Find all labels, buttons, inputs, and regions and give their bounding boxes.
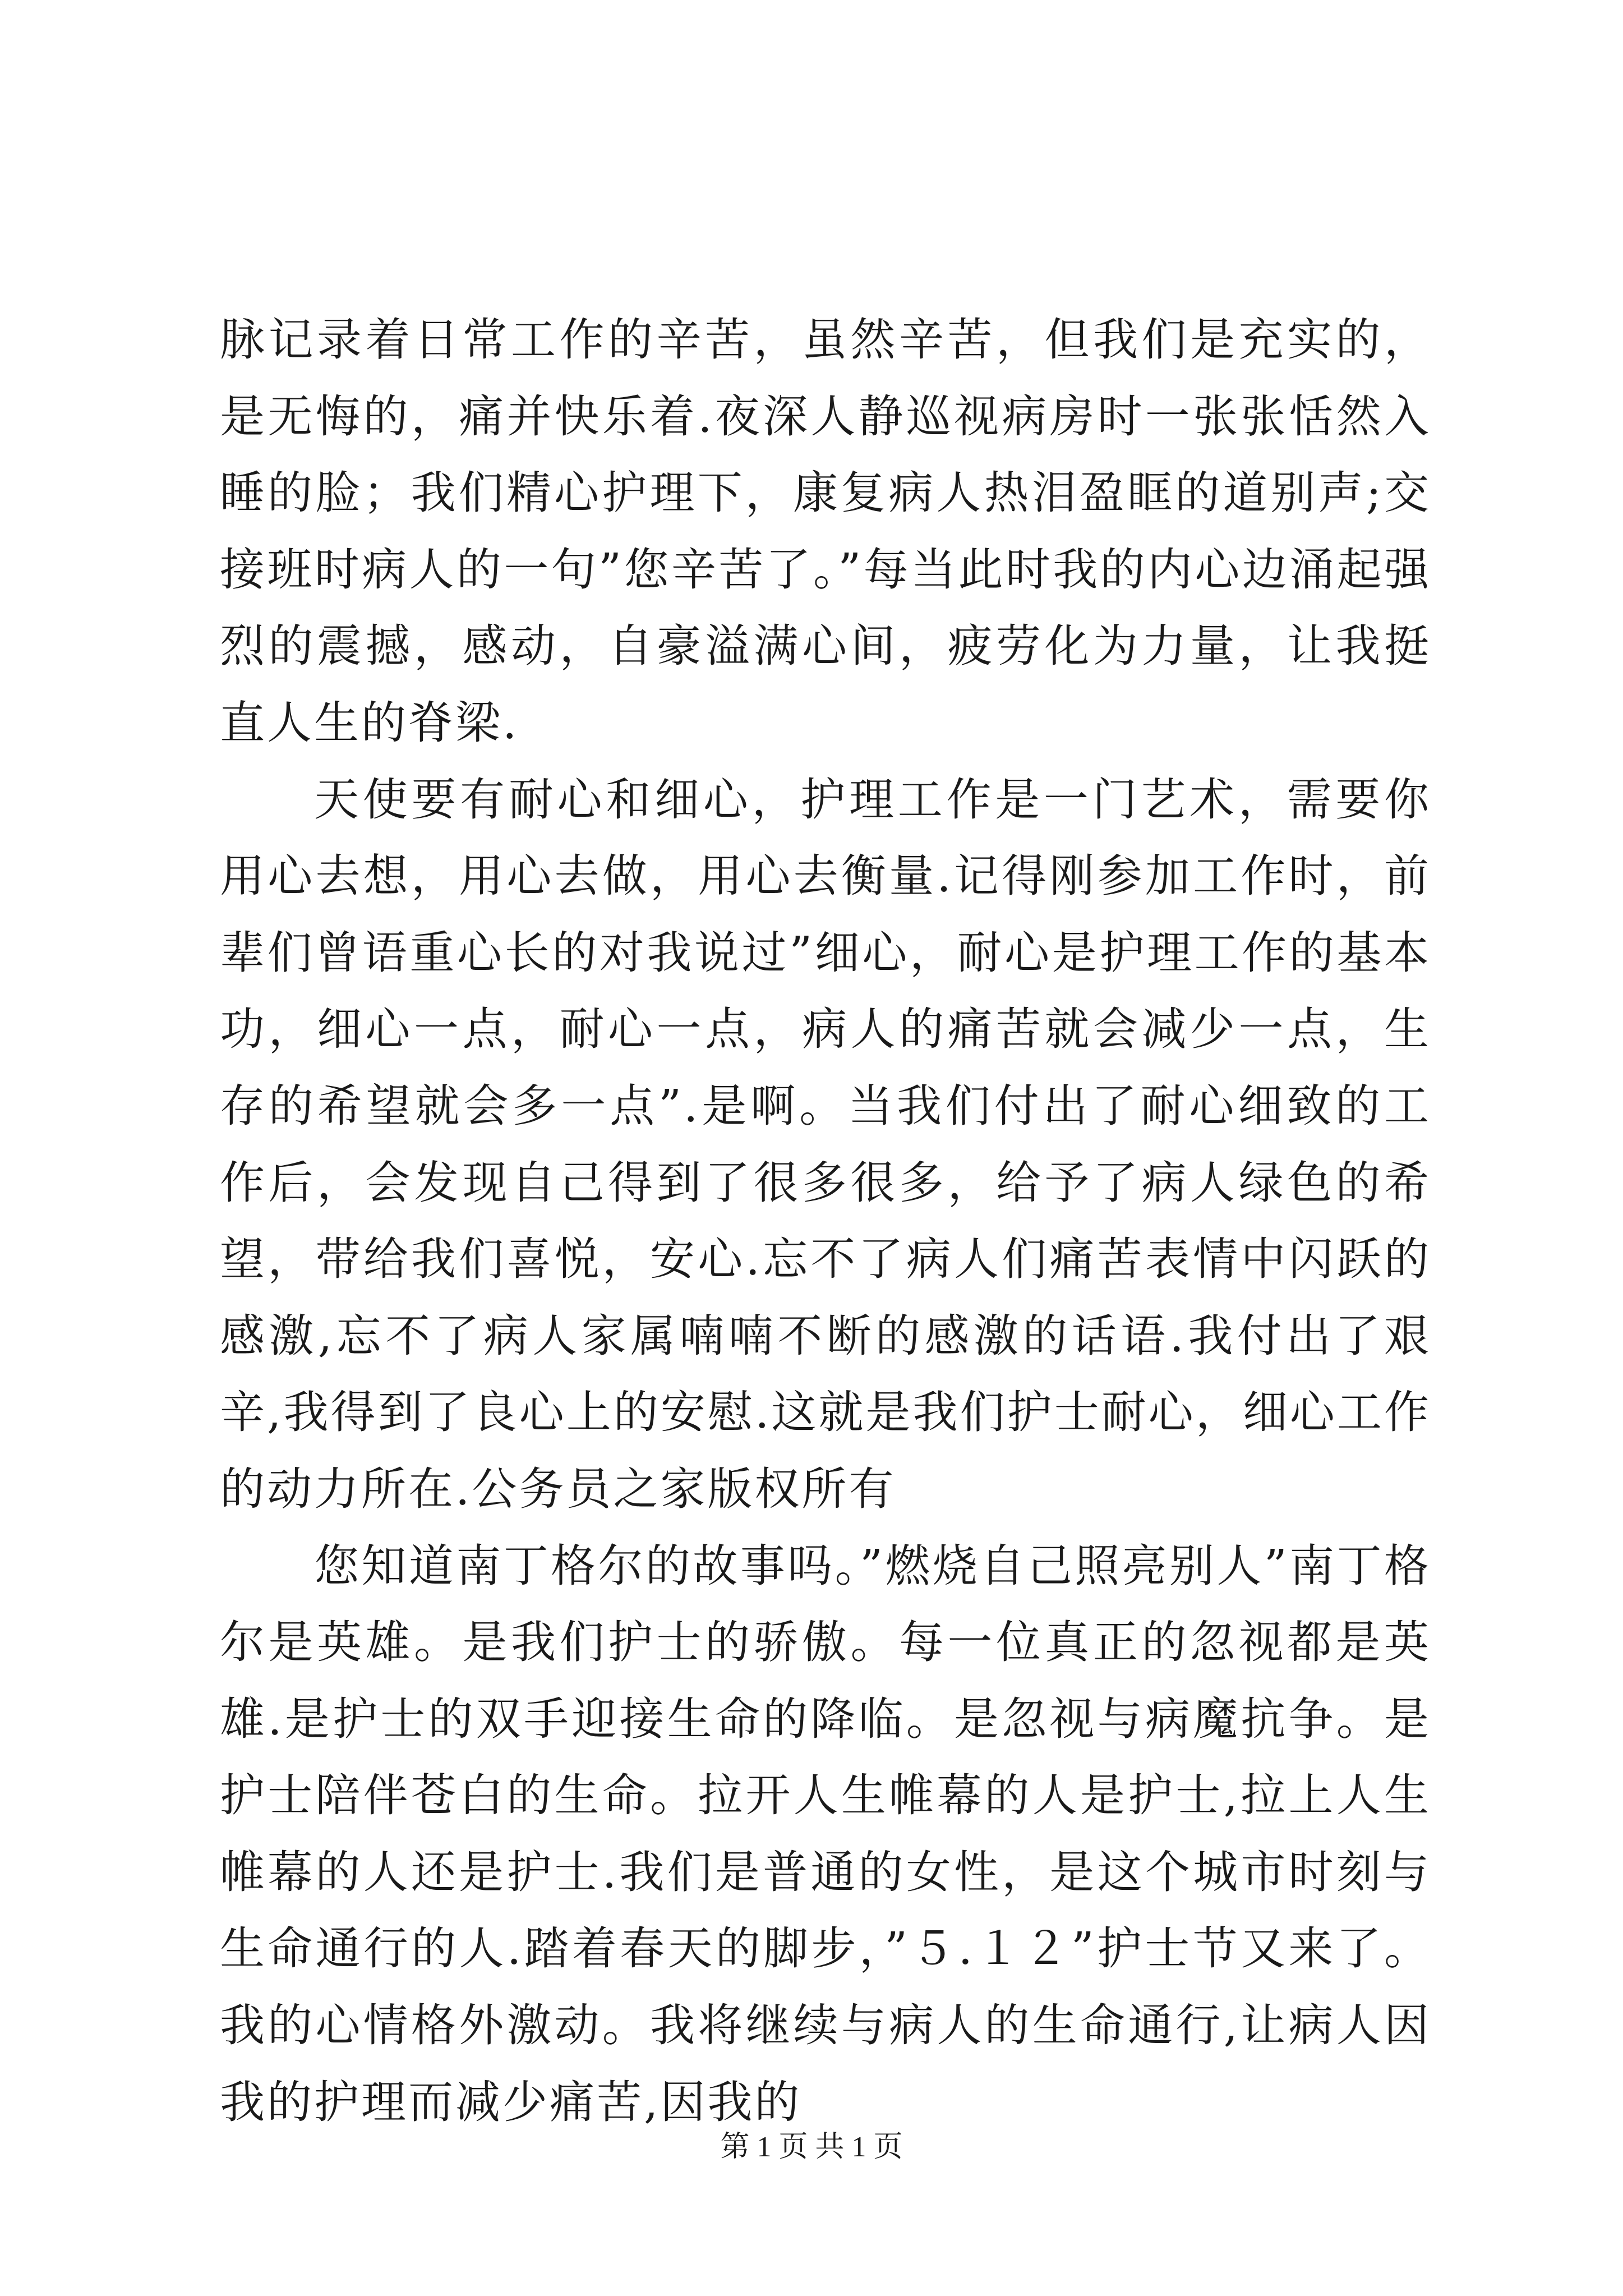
page-number-footer: 第 1 页 共 1 页 [720,2131,903,2163]
paragraph-3: 您知道南丁格尔的故事吗。”燃烧自己照亮别人”南丁格尔是英雄。是我们护士的骄傲。每一位真正的忽视都是英雄.是护士的双手迎接生命的降临。是忽视与病魔抗争。是护士陪伴苍白的生命。拉开人生帷幕的人是护士,拉上人生帷幕的人还是护士.我们是普通的女性，是这个城市时刻与生命通行的人.踏着春天的脚步，”５.１２”护士节又来了。我的心情格外激动。我将继续与病人的生命通行,让病人因我的护理而减少痛苦,因我的 [220,1539,1431,2128]
paragraph-1: 脉记录着日常工作的辛苦，虽然辛苦，但我们是充实的，是无悔的，痛并快乐着.夜深人静巡视病房时一张张恬然入睡的脸；我们精心护理下，康复病人热泪盈眶的道别声;交接班时病人的一句”您辛苦了。”每当此时我的内心边涌起强烈的震撼，感动，自豪溢满心间，疲劳化为力量，让我挺直人生的脊梁. [220,314,1431,749]
document-body [220,302,1431,2141]
paragraph-2: 天使要有耐心和细心，护理工作是一门艺术，需要你用心去想，用心去做，用心去衡量.记得刚参加工作时，前辈们曾语重心长的对我说过”细心，耐心是护理工作的基本功，细心一点，耐心一点，病人的痛苦就会减少一点，生存的希望就会多一点”.是啊。当我们付出了耐心细致的工作后，会发现自己得到了很多很多，给予了病人绿色的希望，带给我们喜悦，安心.忘不了病人们痛苦表情中闪跃的感激,忘不了病人家属喃喃不断的感激的话语.我付出了艰辛,我得到了良心上的安慰.这就是我们护士耐心，细心工作的动力所在.公务员之家版权所有 [220,773,1431,1515]
